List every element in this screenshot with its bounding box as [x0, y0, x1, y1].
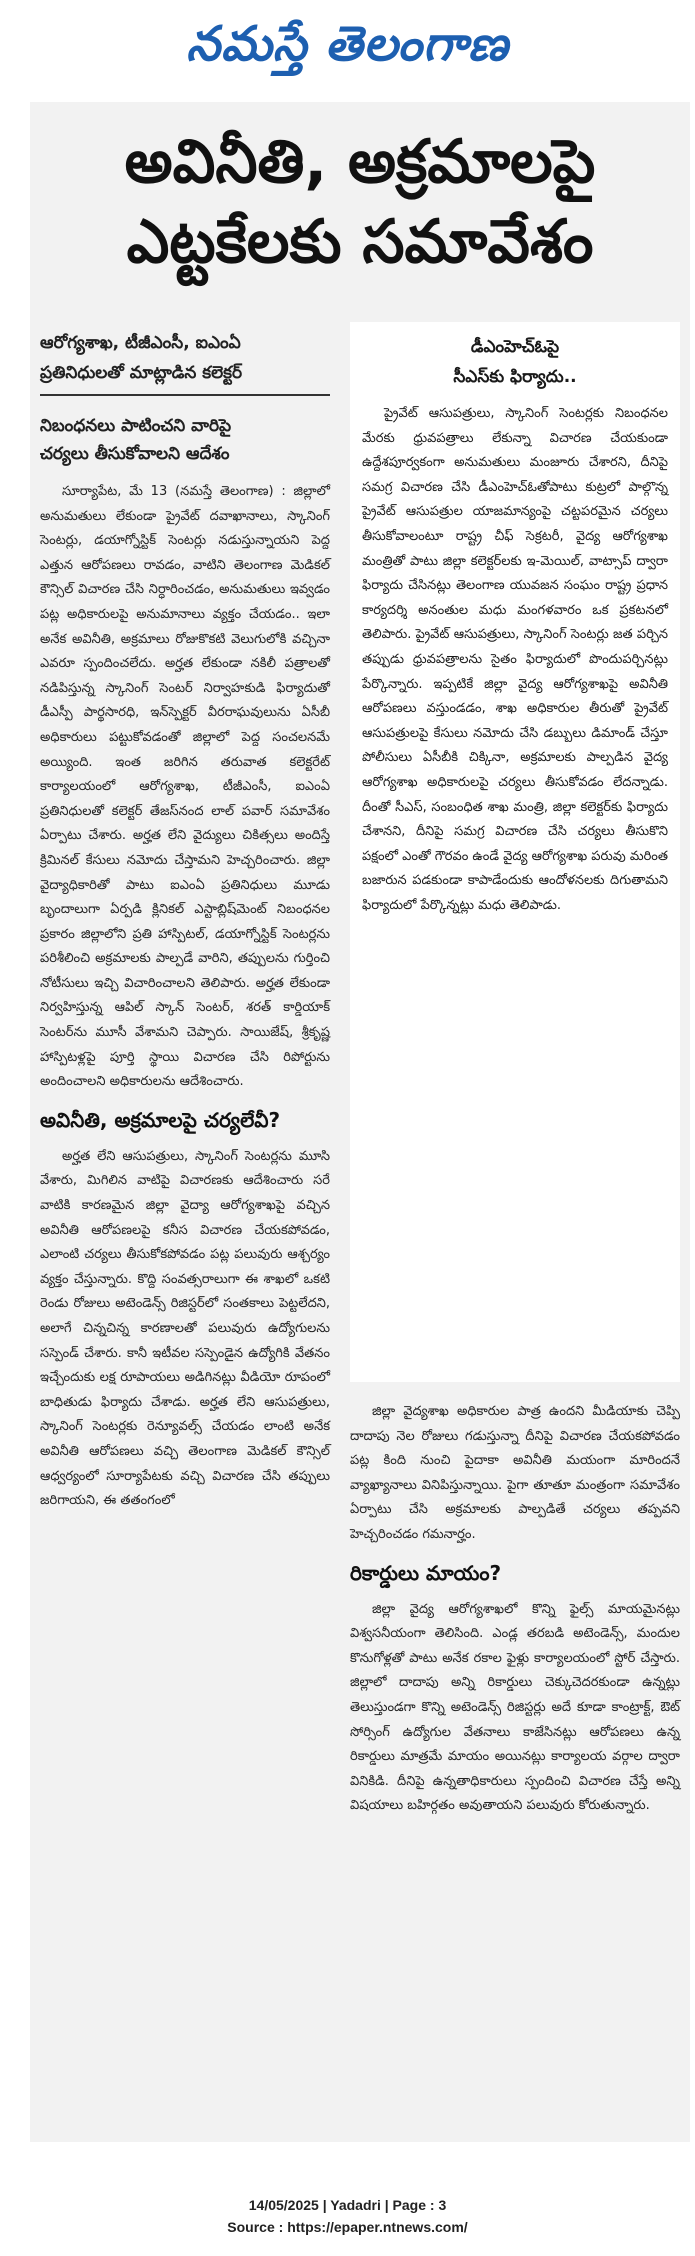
subheadline-line-2: చర్యలు తీసుకోవాలని ఆదేశం — [40, 444, 230, 464]
footer-date-edition: 14/05/2025 | Yadadri | Page : 3 — [248, 2197, 447, 2213]
kicker — [40, 328, 330, 396]
subheadline-line-1: నిబంధనలు పాటించని వారిపై — [40, 416, 232, 436]
body-paragraph-1: సూర్యాపేట, మే 13 (నమస్తే తెలంగాణ) : జిల్లాలో అనుమతులు లేకుండా ప్రైవేట్ దవాఖానాలు, స్కానింగ్ సెంటర్లు, డయాగ్నోస్టిక్ సెంటర్లు నడుస్తున్నాయని పెద్ద ఎత్తున ఆరోపణలు రావడం, వాటిని తెలంగాణ మెడికల్ కౌన్సిల్ విచారణ చేసి నిర్ధారించడం, అనుమతులు ఇవ్వడం పట్ల అధికారులపై అనుమానాలు వ్యక్తం చేయడం.. ఇలా అనేక అవినీతి, అక్రమాలు రోజుకొకటి వెలుగులోకి వచ్చినా ఎవరూ స్పందించలేదు. అర్హత లేకుండా నకిలీ పత్రాలతో నడిపిస్తున్న స్కానింగ్ సెంటర్ నిర్వాహకుడి ఫిర్యాదుతో డీఎస్పీ పార్థసారధి, ఇన్‌స్పెక్టర్ వీరరాఘవులును ఏసీబీ అధికారులు పట్టుకోవడంతో జిల్లాలో పెద్ద సంచలనమే అయ్యింది. ఇంత జరిగిన తరువాత కలెక్టరేట్ కార్యాలయంలో ఆరోగ్యశాఖ, టీజీఎంసీ, ఐఎంఏ ప్రతినిధులతో కలెక్టర్ తేజస్‌నంద లాల్ పవార్ సమావేశం ఏర్పాటు చేశారు. అర్హత లేని వైద్యులు చికిత్సలు అందిస్తే క్రిమినల్ కేసులు నమోదు చేస్తామని హెచ్చరించారు. జిల్లా వైద్యాధికారితో పాటు ఐఎంఏ ప్రతినిధులు మూడు బృందాలుగా ఏర్పడి క్లినికల్ ఎస్టాబ్లిష్‌మెంట్ నిబంధనల ప్రకారం జిల్లాలోని ప్రతి హాస్పిటల్, డయాగ్నోస్టిక్ సెంటర్లను పరిశీలించి అక్రమాలకు పాల్పడే వారిని, తప్పులను గుర్తించి నోటీసులు ఇచ్చి విచారించాలని తెలిపారు. అర్హత లేకుండా నిర్వహిస్తున్న ఆపిల్ స్కాన్ సెంటర్, శరత్ కార్డియాక్ సెంటర్‌ను మూసీ వేశామని చెప్పారు. సాయిజేష్, శ్రీకృష్ణ హాస్పిటళ్లపై పూర్తి స్థాయి విచారణ చేసి రిపోర్టును అందించాలని అధికారులను ఆదేశించారు. — [40, 484, 330, 1090]
box-title-line-2: సీఎస్‌కు ఫిర్యాదు.. — [453, 367, 577, 387]
left-column — [40, 328, 330, 1520]
right-paragraph-2: జిల్లా వైద్య ఆరోగ్యశాఖలో కొన్ని ఫైల్స్ మాయమైనట్లు విశ్వసనీయంగా తెలిసింది. ఎండ్ల తరబడి అటెండెన్స్, మందుల కొనుగోళ్లతో పాటు అనేక రకాల ఫైళ్లు కార్యాలయంలో స్టోర్ చేస్తారు. జిల్లాలో దాదాపు అన్ని రికార్డులు చెక్కుచెదరకుండా ఉన్నట్లు తెలుస్తుండగా కొన్ని అటెండెన్స్ రిజిస్టర్లు అదే కూడా కాంట్రాక్ట్, ఔట్ సోర్సింగ్ ఉద్యోగుల వేతనాలు కాజేసినట్లు ఆరోపణలు ఉన్న రికార్డులు మాత్రమే మాయం అయినట్లు కార్యాలయ వర్గాల ద్వారా వినికిడి. దీనిపై ఉన్నతాధికారులు స్పందించి విచారణ చేస్తే అన్ని విషయాలు బహిర్గతం అవుతాయని పలువురు కోరుతున్నారు. — [350, 1601, 680, 1814]
box-paragraph: ప్రైవేట్ ఆసుపత్రులు, స్కానింగ్ సెంటర్లకు నిబంధనల మేరకు ధ్రువపత్రాలు లేకున్నా విచారణ చేయకుండా ఉద్దేశపూర్వకంగా అనుమతులు మంజూరు చేశారని, దీనిపై సమగ్ర విచారణ చేసి డీఎంహెచ్‌ఓతోపాటు కుట్రలో పాల్గొన్న ప్రైవేట్ ఆసుపత్రుల యాజమాన్యంపై చట్టపరమైన చర్యలు తీసుకోవాలంటూ రాష్ట్ర చీఫ్ సెక్రటరీ, వైద్య ఆరోగ్యశాఖ మంత్రితో పాటు జిల్లా కలెక్టర్‌లకు ఇ-మెయిల్, వాట్సాప్ ద్వారా ఫిర్యాదు చేసినట్లు తెలంగాణ యువజన సంఘం రాష్ట్ర ప్రధాన కార్యదర్శి అనంతుల మధు మంగళవారం ఒక ప్రకటనలో తెలిపారు. ప్రైవేట్ ఆసుపత్రులు, స్కానింగ్ సెంటర్లు జత పర్చిన తప్పుడు ధ్రువపత్రాలను సైతం ఫిర్యాదులో పొందుపర్చినట్లు పేర్కొన్నారు. ఇప్పటికే జిల్లా వైద్య ఆరోగ్యశాఖపై అవినీతి ఆరోపణలు వస్తుండడం, శాఖ అధికారుల తీరుతో ప్రైవేట్ ఆసుపత్రులపై కేసులు నమోదు చేసి డబ్బులు డిమాండ్ చేస్తూ పోలీసులు ఏసీబీకి చిక్కినా, అక్రమాలకు పాల్పడిన వైద్య ఆరోగ్యశాఖ అధికారులపై చర్యలు తీసుకోవడం లేదన్నాడు. దీంతో సీఎస్, సంబంధిత శాఖ మంత్రి, జిల్లా కలెక్టర్‌కు ఫిర్యాదు చేశానని, దీనిపై సమగ్ర విచారణ చేసి చర్యలు తీసుకొని పక్షంలో ఎంతో గౌరవం ఉండే వైద్య ఆరోగ్యశాఖ పరువు మరింత బజారున పడకుండా కాపాడేందుకు ఆందోళనలకు దిగుతామని ఫిర్యాదులో పేర్కొన్నట్లు మధు తెలిపాడు. — [362, 406, 668, 913]
complaint-box — [350, 322, 680, 1382]
footer — [0, 2194, 695, 2238]
kicker-line-1: ఆరోగ్యశాఖ, టీజీఎంసీ, ఐఎంఏ — [40, 333, 241, 353]
right-column — [350, 1400, 680, 1825]
masthead — [0, 4, 695, 84]
headline-line-2: ఎట్టకేలకు సమావేశం — [126, 207, 594, 277]
headline — [30, 122, 690, 282]
subheadline — [40, 412, 330, 468]
masthead-title: నమస్తే తెలంగాణ — [186, 16, 509, 72]
section-heading-corruption: అవినీతి, అక్రమాలపై చర్యలేవీ? — [40, 1107, 281, 1132]
box-title — [362, 332, 668, 392]
section-heading-records: రికార్డులు మాయం? — [350, 1560, 502, 1585]
footer-source: Source : https://epaper.ntnews.com/ — [227, 2219, 468, 2235]
body-paragraph-2: అర్హత లేని ఆసుపత్రులు, స్కానింగ్ సెంటర్లను మూసి వేశారు, మిగిలిన వాటిపై విచారణకు ఆదేశించారు సరే వాటికి కారణమైన జిల్లా వైద్యా ఆరోగ్యశాఖపై వచ్చిన అవినీతి ఆరోపణలపై కనీస విచారణ చేయకపోవడం, ఎలాంటి చర్యలు తీసుకోకపోవడం పట్ల పలువురు ఆశ్చర్యం వ్యక్తం చేస్తున్నారు. కొద్ది సంవత్సరాలుగా ఈ శాఖలో ఒకటి రెండు రోజులు అటెండెన్స్ రిజిస్టర్‌లో సంతకాలు పెట్టలేదని, అలాగే చిన్నచిన్న కారణాలతో పలువురు ఉద్యోగులను సస్పెండ్ చేశారు. కానీ ఇటీవల సస్పెండైన ఉద్యోగికి వేతనం ఇచ్చేందుకు లక్ష రూపాయలు అడిగినట్లు వీడియో రూపంలో బాధితుడు ఫిర్యాదు చేశాడు. అర్హత లేని ఆసుపత్రులు, స్కానింగ్ సెంటర్లకు రెన్యూవల్స్ చేయడం లాంటి అనేక అవినీతి ఆరోపణలు వచ్చి తెలంగాణ మెడికల్ కౌన్సిల్ ఆధ్వర్యంలో సూర్యాపేటకు వచ్చి విచారణ చేసి తప్పులు జరిగాయని, ఈ తతంగంలో — [40, 1148, 330, 1509]
kicker-line-2: ప్రతినిధులతో మాట్లాడిన కలెక్టర్ — [40, 363, 243, 383]
right-paragraph-1: జిల్లా వైద్యశాఖ అధికారుల పాత్ర ఉందని మీడియాకు చెప్పి దాదాపు నెల రోజులు గడుస్తున్నా దీనిపై విచారణ చేయకపోవడం పట్ల కింది నుంచి పైదాకా అవినీతి మయంగా మారిందనే వ్యాఖ్యానాలు వినిపిస్తున్నాయి. పైగా తూతూ మంత్రంగా సమావేశం ఏర్పాటు చేసి అక్రమాలకు పాల్పడితే చర్యలు తప్పవని హెచ్చరించడం గమనార్హం. — [350, 1404, 680, 1542]
headline-line-1: అవినీతి, అక్రమాలపై — [124, 127, 596, 197]
box-title-line-1: డీఎంహెచ్ఓపై — [470, 337, 560, 357]
